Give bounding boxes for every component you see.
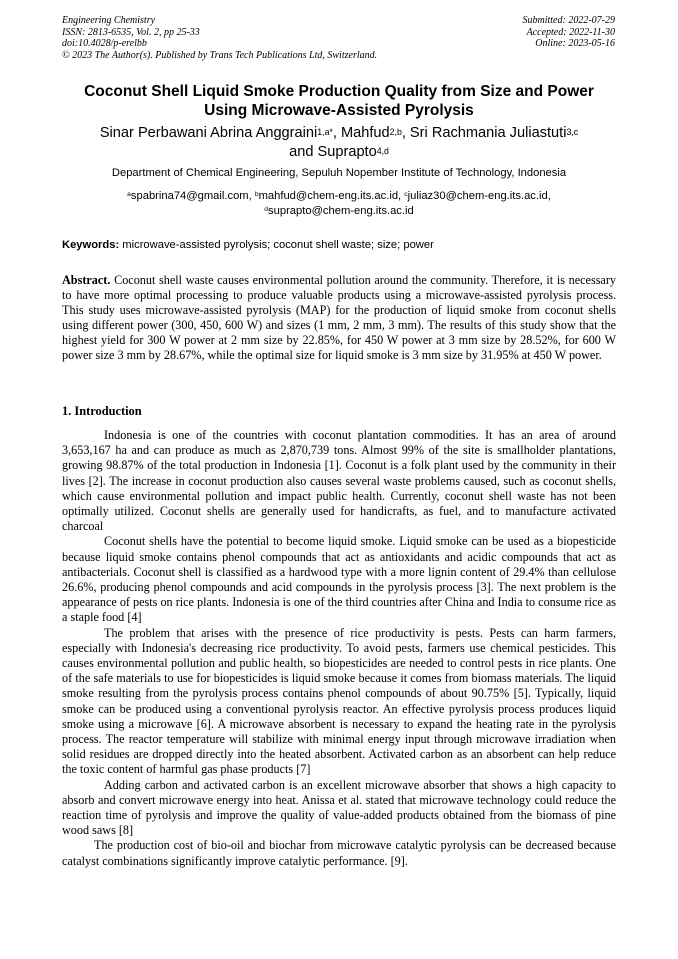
author-affiliation: Department of Chemical Engineering, Sepuluh Nopember Institute of Technology, Indonesia bbox=[111, 167, 567, 179]
journal-doi: doi:10.4028/p-erelbb bbox=[62, 38, 147, 50]
email-mark: b bbox=[254, 191, 259, 199]
author-affiliation-mark: 4,d bbox=[376, 146, 389, 157]
email-mark: d bbox=[264, 206, 269, 214]
author-name: Mahfud bbox=[340, 125, 390, 141]
author-list bbox=[62, 124, 616, 162]
body-paragraph: The production cost of bio-oil and biochar from microwave catalytic pyrolysis can be decreased because catalyst combinations significantly improve catalytic performance. [9]. bbox=[62, 838, 616, 868]
section-heading-introduction: 1. Introduction bbox=[62, 404, 142, 418]
journal-header-left bbox=[62, 15, 377, 61]
abstract-text: Coconut shell waste causes environmental pollution around the community. Therefore, it is necessary to have more optimal processing to produce valuable products using a microwave-assisted pyrolysis process. This study uses microwave-assisted pyrolysis (MAP) for the production of liquid smoke from coconut shells using different power (300, 450, 600 W) and sizes (1 mm, 2 mm, 3 mm). The results of this study show that the highest yield for 300 W power at 2 mm size by 22.85%, for 450 W power at 3 mm size by 28.52%, for 600 W power size 3 mm by 28.67%, while the optimal size for liquid smoke is 3 mm size by 31.95% at 450 W power. bbox=[62, 273, 616, 363]
author-emails bbox=[62, 189, 616, 219]
author-name: and Suprapto bbox=[289, 144, 377, 160]
paper-title-line-1: Coconut Shell Liquid Smoke Production Quality from Size and Power bbox=[84, 83, 594, 100]
author-separator: , bbox=[401, 125, 410, 141]
introduction-body bbox=[62, 428, 616, 869]
journal-name: Engineering Chemistry bbox=[62, 15, 156, 26]
body-paragraph: Adding carbon and activated carbon is an excellent microwave absorber that shows a high capacity to absorb and convert microwave energy into heat. Anissa et al. stated that microwave technology could reduce the reaction time of pyrolysis and improve the quality of value-added products obtained from the biomass of pine wood saws [8] bbox=[62, 777, 616, 838]
author-affiliation-mark: 1,a* bbox=[317, 127, 333, 138]
email-link[interactable]: juliaz30@chem-eng.its.ac.id, bbox=[407, 190, 551, 202]
journal-issn: ISSN: 2813-6535, Vol. 2, pp 25-33 bbox=[62, 26, 200, 38]
journal-copyright: © 2023 The Author(s). Published by Trans Tech Publications Ltd, Switzerland. bbox=[62, 49, 378, 61]
author-affiliation-mark: 2,b bbox=[389, 127, 402, 138]
paper-title bbox=[62, 82, 616, 120]
abstract bbox=[62, 273, 616, 364]
accepted-date: Accepted: 2022-11-30 bbox=[526, 26, 615, 38]
keywords bbox=[62, 238, 616, 252]
body-paragraph: Coconut shells have the potential to become liquid smoke. Liquid smoke can be used as a biopesticide because liquid smoke contains phenol compounds that act as antioxidants and acidic compounds that act as antibacterials. Coconut shell is classified as a hardwood type with a more lignin content of 29.4% than cellulose 26.6%, producing phenol compounds and acid compounds in the pyrolysis process [3]. The next problem is the appearance of pests on rice plants. Indonesia is one of the third countries after China and India to consume rice as a staple food [4] bbox=[62, 534, 617, 625]
email-link[interactable]: spabrina74@gmail.com, bbox=[130, 190, 255, 202]
body-paragraph: Indonesia is one of the countries with coconut plantation commodities. It has an area of around 3,653,167 ha and can produce as much as 2,870,739 tons. Almost 99% of the site is smallholder plantations, growing 98.87% of the total production in Indonesia [1]. Coconut is a folk plant used by the community in their lives [2]. The increase in coconut production also causes several waste problems caused, such as coconut shells, which cause environmental pollution and impact public health. Currently, coconut shell waste has not been optimally utilized. Coconut shells are generally used for handicrafts, as fuel, and to manufacture activated charcoal bbox=[62, 428, 616, 534]
author-name: Sri Rachmania Juliastuti bbox=[409, 125, 567, 141]
submitted-date: Submitted: 2022-07-29 bbox=[522, 15, 615, 26]
email-mark: a bbox=[127, 191, 131, 199]
keywords-label: Keywords: bbox=[62, 239, 120, 251]
email-link[interactable]: mahfud@chem-eng.its.ac.id, bbox=[258, 190, 405, 202]
abstract-label: Abstract. bbox=[62, 273, 111, 287]
body-paragraph: The problem that arises with the presence of rice productivity is pests. Pests can harm farmers, especially with Indonesia's decreasing rice productivity. To avoid pests, farmers use chemical pesticides. This causes environmental pollution and public health, so biopesticides are needed to control pests in rice plants. One of the safe materials to use for biopesticides is liquid smoke because it comes from biomass materials. The liquid smoke resulting from the pyrolysis process contains phenol compounds of about 90.75% [5]. Typically, liquid smoke can be produced using a conventional pyrolysis reactor. An effective pyrolysis process produces liquid smoke using a microwave [6]. A microwave absorbent is necessary to expand the heating rate in the pyrolysis process. The reactor temperature will stabilize with minimal energy input through microwave irradiation when solid residues are dropped directly into the heated absorbent. Activated carbon as an absorbent can help reduce the toxic content of harmful gas phase products [7] bbox=[62, 625, 616, 777]
paper-title-line-2: Using Microwave-Assisted Pyrolysis bbox=[204, 102, 474, 119]
email-link[interactable]: suprapto@chem-eng.its.ac.id bbox=[268, 204, 414, 217]
author-separator: , bbox=[332, 125, 341, 141]
keywords-text: microwave-assisted pyrolysis; coconut shell waste; size; power bbox=[119, 239, 434, 251]
author-name: Sinar Perbawani Abrina Anggraini bbox=[99, 125, 318, 141]
online-date: Online: 2023-05-16 bbox=[535, 38, 615, 50]
journal-header-right bbox=[523, 15, 616, 50]
author-affiliation-mark: 3,c bbox=[566, 127, 579, 138]
email-mark: c bbox=[404, 191, 408, 199]
